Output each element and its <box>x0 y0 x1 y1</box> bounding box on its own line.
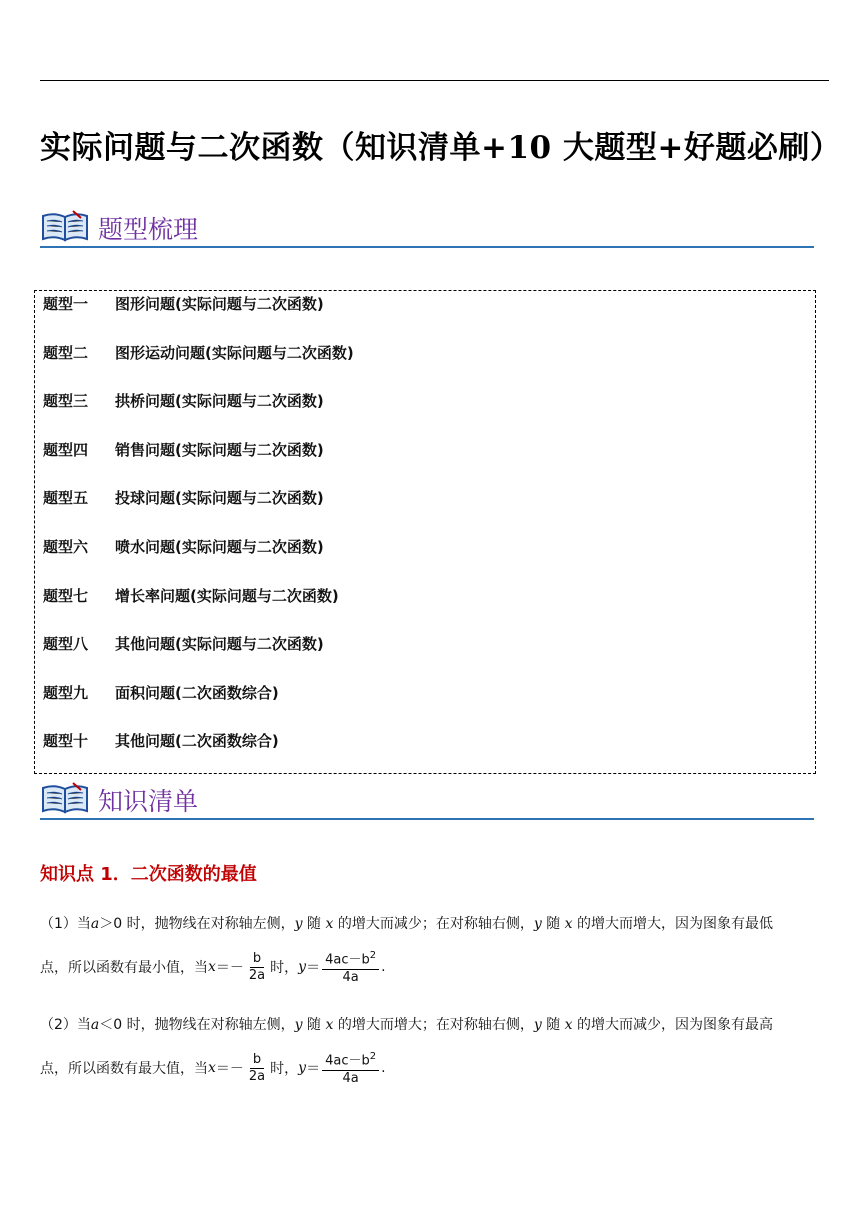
toc-item-number: 题型六 <box>43 538 89 556</box>
fraction-vertex-value: $\frac{4ac-b^2}{4a}$ <box>322 1049 379 1086</box>
open-book-icon <box>40 208 90 244</box>
knowledge-section-header <box>40 780 814 820</box>
toc-item[interactable] <box>43 342 354 363</box>
toc-item[interactable] <box>43 633 324 654</box>
toc-item[interactable] <box>43 585 339 606</box>
toc-item[interactable] <box>43 487 324 508</box>
toc-item-number: 题型一 <box>43 295 89 313</box>
fraction-minus-b-over-2a: $\frac{b}{2a}$ <box>248 1051 266 1084</box>
toc-item-number: 题型十 <box>43 732 89 750</box>
toc-item-number: 题型二 <box>43 344 89 362</box>
toc-item-label: 图形运动问题(实际问题与二次函数) <box>115 344 354 362</box>
toc-item-label: 增长率问题(实际问题与二次函数) <box>115 587 339 605</box>
paragraph-1-line-1: （1）当a＞0 时，抛物线在对称轴左侧，y 随 x 的增大而减少；在对称轴右侧，y 随 x 的增大而增大，因为图象有最低 <box>40 916 774 932</box>
toc-item-number: 题型七 <box>43 587 89 605</box>
paragraph-2-line-2: 点，所以函数有最大值，当 x ＝－ $\frac{b}{2a}$ 时， y ＝ $\frac{4ac-b^2}{4a}$ . <box>40 1051 386 1086</box>
toc-item[interactable] <box>43 293 324 314</box>
toc-item-label: 其他问题(二次函数综合) <box>115 732 279 750</box>
toc-item[interactable] <box>43 730 279 751</box>
toc-item-label: 图形问题(实际问题与二次函数) <box>115 295 324 313</box>
toc-item-number: 题型三 <box>43 392 89 410</box>
toc-item-label: 投球问题(实际问题与二次函数) <box>115 489 324 507</box>
page-title: 实际问题与二次函数（知识清单+10 大题型+好题必刷） <box>40 130 842 166</box>
knowledge-point-title: 知识点 1．二次函数的最值 <box>40 864 257 885</box>
toc-item-number: 题型八 <box>43 635 89 653</box>
section-underline <box>40 818 814 820</box>
toc-item-label: 拱桥问题(实际问题与二次函数) <box>115 392 324 410</box>
toc-section-title: 题型梳理 <box>98 215 199 244</box>
toc-item[interactable] <box>43 390 324 411</box>
toc-item-label: 其他问题(实际问题与二次函数) <box>115 635 324 653</box>
toc-item-label: 销售问题(实际问题与二次函数) <box>115 441 324 459</box>
fraction-minus-b-over-2a: $\frac{b}{2a}$ <box>248 950 266 983</box>
toc-item[interactable] <box>43 536 324 557</box>
toc-box <box>34 290 816 774</box>
toc-item[interactable] <box>43 682 279 703</box>
paragraph-2-line-1: （2）当a＜0 时，抛物线在对称轴左侧，y 随 x 的增大而增大；在对称轴右侧，y 随 x 的增大而减少，因为图象有最高 <box>40 1017 774 1033</box>
toc-item-label: 面积问题(二次函数综合) <box>115 684 279 702</box>
toc-item-number: 题型五 <box>43 489 89 507</box>
toc-item-number: 题型九 <box>43 684 89 702</box>
toc-item-label: 喷水问题(实际问题与二次函数) <box>115 538 324 556</box>
toc-item-number: 题型四 <box>43 441 89 459</box>
knowledge-section-title: 知识清单 <box>98 787 199 816</box>
section-underline <box>40 246 814 248</box>
top-rule <box>40 80 829 81</box>
fraction-vertex-value: $\frac{4ac-b^2}{4a}$ <box>322 948 379 985</box>
toc-section-header <box>40 208 814 248</box>
toc-item[interactable] <box>43 439 324 460</box>
open-book-icon <box>40 780 90 816</box>
paragraph-1-line-2: 点，所以函数有最小值，当 x ＝－ $\frac{b}{2a}$ 时， y ＝ $\frac{4ac-b^2}{4a}$ . <box>40 950 386 985</box>
